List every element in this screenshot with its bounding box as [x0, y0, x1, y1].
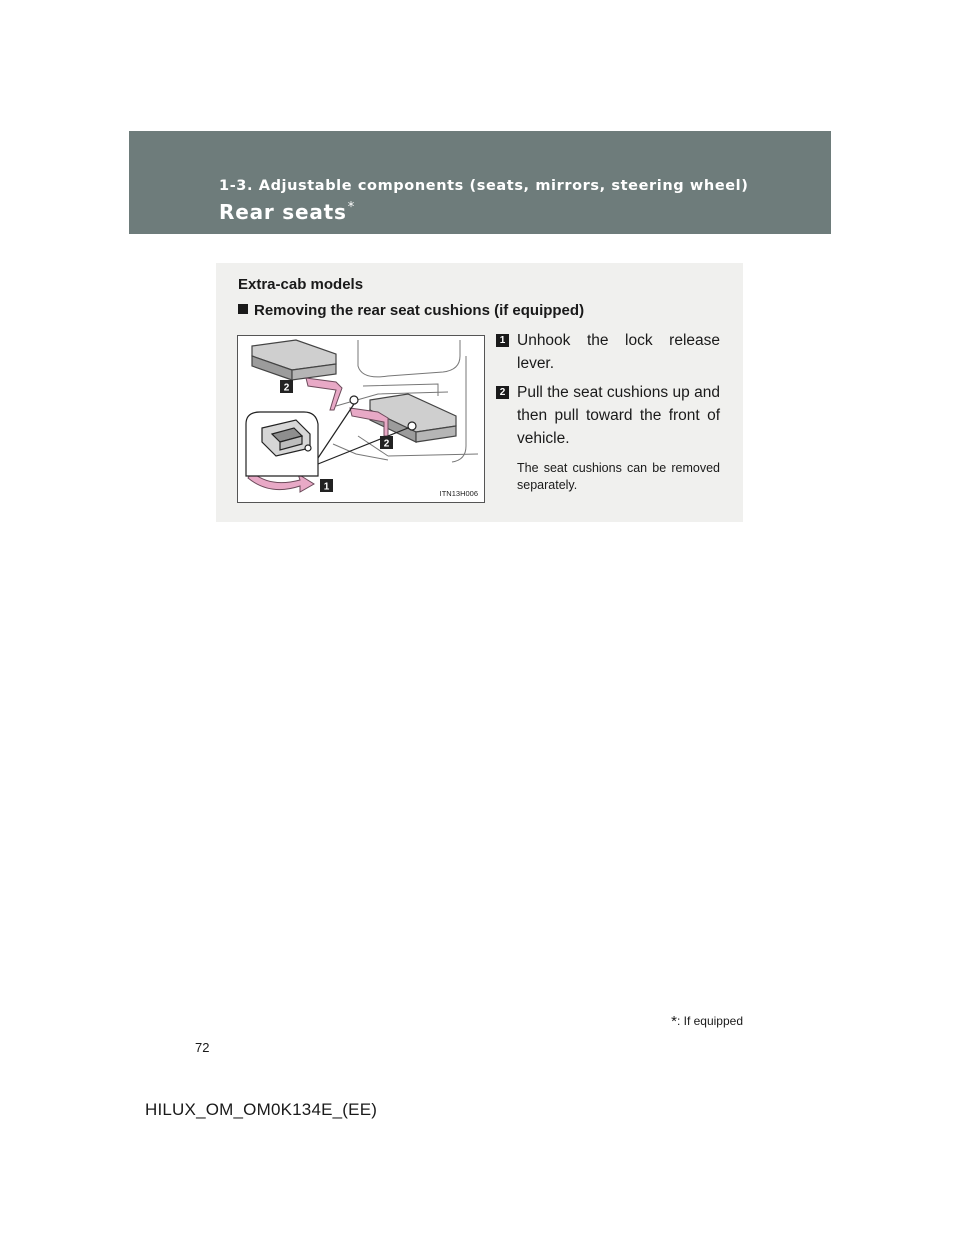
- page-title: [219, 200, 355, 224]
- illustration-svg: [238, 336, 484, 502]
- figure-code: ITN13H006: [439, 489, 478, 498]
- footnote-text: : If equipped: [676, 1014, 743, 1028]
- seat-cushion-left: [252, 340, 336, 380]
- sub-heading-text: Removing the rear seat cushions (if equipped): [254, 302, 585, 319]
- section-title: 1-3. Adjustable components (seats, mirrors, steering wheel): [219, 178, 749, 194]
- document-code: HILUX_OM_OM0K134E_(EE): [145, 1100, 378, 1119]
- seat-removal-illustration: [237, 335, 485, 503]
- square-bullet-icon: [238, 304, 248, 314]
- step-text: Unhook the lock release lever.: [517, 332, 720, 372]
- callout-2a: 2: [283, 382, 290, 394]
- footnote: [600, 1013, 743, 1030]
- asterisk-icon: *: [671, 1013, 677, 1030]
- note-text: The seat cushions can be removed separately.: [517, 461, 720, 492]
- panel-heading: Extra-cab models: [238, 276, 364, 293]
- step-number: 1: [496, 334, 509, 347]
- step-number: 2: [496, 386, 509, 399]
- equipped-marker: *: [347, 200, 356, 215]
- step-item: [496, 381, 720, 450]
- step-text: Pull the seat cushions up and then pull toward the front of vehicle.: [517, 384, 720, 447]
- section-header: [129, 131, 831, 234]
- sub-heading: [238, 302, 584, 319]
- step-item: [496, 329, 720, 375]
- info-panel: [216, 263, 743, 522]
- callout-1: 1: [323, 481, 330, 493]
- callout-2b: 2: [383, 438, 390, 450]
- steps-list: [496, 329, 720, 494]
- page-title-text: Rear seats: [219, 200, 347, 224]
- page-number: 72: [195, 1040, 210, 1055]
